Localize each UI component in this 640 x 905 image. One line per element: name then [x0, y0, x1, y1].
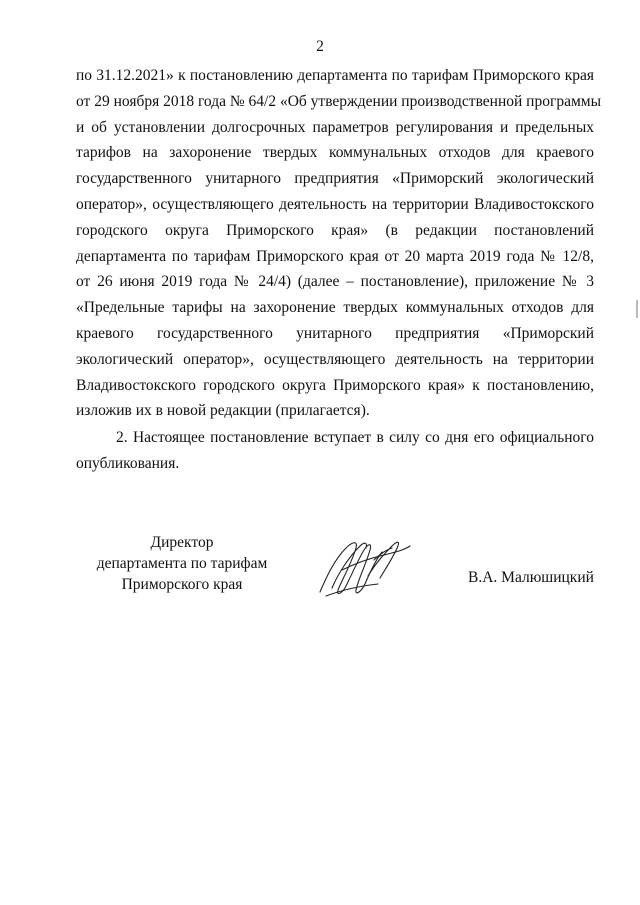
signatory-title-line: Директор: [150, 534, 214, 551]
text-line: по 31.12.2021» к постановлению департамента по тарифам Приморского края: [76, 67, 594, 84]
signatory-name: В.А. Малюшицкий: [468, 569, 594, 586]
text-line: государственного унитарного предприятия «Приморский экологический: [76, 170, 594, 188]
signatory-title: [82, 532, 282, 595]
text-line: от 26 июня 2019 года № 24/4) (далее – постановление), приложение № 3: [76, 273, 594, 291]
text-line: департамента по тарифам Приморского края от 20 марта 2019 года № 12/8,: [76, 247, 594, 265]
text-line: краевого государственного унитарного предприятия «Приморский: [76, 324, 594, 342]
paragraph-2: [76, 425, 594, 477]
text-line: «Предельные тарифы на захоронение твердых коммунальных отходов для: [76, 299, 594, 317]
page-number: 2: [316, 38, 324, 55]
text-line: Владивостокского городского округа Приморского края» к постановлению,: [76, 376, 594, 394]
text-line: тарифов на захоронение твердых коммунальных отходов для краевого: [76, 144, 594, 162]
signatory-title-line: департамента по тарифам: [96, 555, 268, 572]
paragraph-1: [76, 63, 601, 424]
text-line: от 29 ноября 2018 года № 64/2 «Об утверждении производственной программы: [76, 92, 601, 110]
text-line: оператор», осуществляющего деятельность на территории Владивостокского: [76, 195, 594, 213]
handwritten-signature: [312, 530, 416, 600]
text-line: и об установлении долгосрочных параметров регулирования и предельных: [76, 118, 594, 136]
scan-edge-mark: [636, 300, 638, 318]
text-line: изложив их в новой редакции (прилагается).: [76, 402, 370, 420]
text-line: 2. Настоящее постановление вступает в силу со дня его официального: [116, 429, 594, 446]
text-line: опубликования.: [76, 454, 180, 472]
text-line: экологический оператор», осуществляющего деятельность на территории: [76, 350, 594, 368]
text-line: городского округа Приморского края» (в редакции постановлений: [76, 221, 594, 239]
signatory-title-line: Приморского края: [121, 576, 243, 593]
